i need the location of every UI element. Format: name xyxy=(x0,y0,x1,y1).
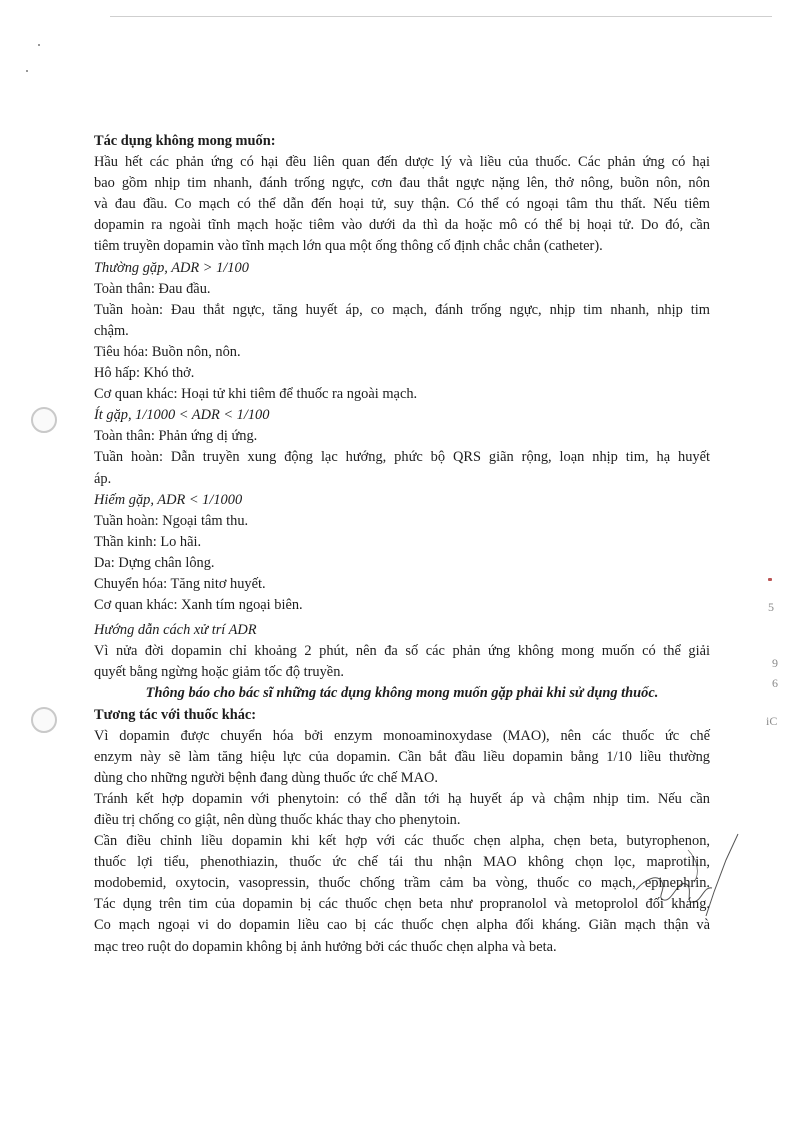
interactions-heading: Tương tác với thuốc khác: xyxy=(94,706,257,723)
scan-speck xyxy=(768,578,772,581)
punch-hole xyxy=(31,707,57,733)
effect-item: Chuyển hóa: Tăng nitơ huyết. xyxy=(94,575,266,592)
body-line: Vì dopamin được chuyển hóa bởi enzym monoaminoxydase (MAO), nên các thuốc ức chế xyxy=(94,727,710,744)
punch-hole xyxy=(31,407,57,433)
effect-item: Toàn thân: Phản ứng dị ứng. xyxy=(94,428,258,445)
frequency-label-rare: Hiếm gặp, ADR < 1/1000 xyxy=(94,491,243,508)
body-line: Tác dụng trên tim của dopamin bị các thuốc chẹn beta như propranolol và metoprolol đối kháng. xyxy=(94,896,710,913)
effect-item: chậm. xyxy=(94,322,129,339)
body-line: dopamin ra ngoài tĩnh mạch hoặc tiêm vào dưới da thì da hoặc mô có thể bị hoại tử. Do đó, cần xyxy=(94,217,710,234)
frequency-label-uncommon: Ít gặp, 1/1000 < ADR < 1/100 xyxy=(94,407,270,424)
management-label: Hướng dẫn cách xử trí ADR xyxy=(94,622,257,639)
effect-item: Da: Dựng chân lông. xyxy=(94,554,215,571)
margin-mark: 5 xyxy=(768,600,774,614)
effect-item: Tuần hoàn: Đau thắt ngực, tăng huyết áp, co mạch, đánh trống ngực, nhịp tim nhanh, nhịp tim xyxy=(94,301,710,318)
body-line: dùng cho những người bệnh đang dùng thuốc ức chế MAO. xyxy=(94,769,438,786)
body-line: tiêm truyền dopamin vào tĩnh mạch lớn qua một ống thông cố định chắc chắn (catheter). xyxy=(94,238,603,255)
adverse-effects-heading: Tác dụng không mong muốn: xyxy=(94,133,276,149)
body-line: modobemid, oxytocin, vasopressin, thuốc chống trầm cảm ba vòng, thuốc co mạch, epinephrin. xyxy=(94,875,710,892)
effect-item: Toàn thân: Đau đầu. xyxy=(94,280,211,297)
body-line: Cần điều chỉnh liều dopamin khi kết hợp với các thuốc chẹn alpha, chẹn beta, butyrophenon, xyxy=(94,833,710,850)
doctor-notice: Thông báo cho bác sĩ những tác dụng không mong muốn gặp phải khi sử dụng thuốc. xyxy=(145,685,659,702)
body-line: enzym này sẽ làm tăng hiệu lực của dopamin. Cần bắt đầu liều dopamin bằng 1/10 liều thường xyxy=(94,748,710,765)
document-body xyxy=(94,131,710,958)
scan-top-edge xyxy=(110,16,772,17)
effect-item: Hô hấp: Khó thở. xyxy=(94,365,195,382)
scan-speck xyxy=(26,70,28,72)
body-line: Tránh kết hợp dopamin với phenytoin: có thể dẫn tới hạ huyết áp và chậm nhịp tim. Nếu cần xyxy=(94,790,710,807)
body-line: điều trị chống co giật, nên dùng thuốc khác thay cho phenytoin. xyxy=(94,812,461,828)
body-line: quyết bằng ngừng hoặc giảm tốc độ truyền. xyxy=(94,664,344,681)
scan-speck xyxy=(38,44,40,46)
body-line: Hầu hết các phản ứng có hại đều liên quan đến dược lý và liều của thuốc. Các phản ứng có hại xyxy=(94,154,710,171)
effect-item: Thần kinh: Lo hãi. xyxy=(94,533,202,550)
margin-mark: iC xyxy=(766,714,778,728)
body-line: Co mạch ngoại vi do dopamin liều cao bị các thuốc chẹn alpha đối kháng. Giãn mạch thận và xyxy=(94,917,710,934)
effect-item: Tuần hoàn: Ngoại tâm thu. xyxy=(94,512,249,529)
body-line: mạc treo ruột do dopamin không bị ảnh hưởng bởi các thuốc chẹn alpha và beta. xyxy=(94,938,557,955)
body-line: bao gồm nhịp tim nhanh, đánh trống ngực, cơn đau thắt ngực nặng lên, thở nông, buồn nôn, nôn xyxy=(94,175,710,192)
body-line: Vì nửa đời dopamin chỉ khoảng 2 phút, nên đa số các phản ứng không mong muốn có thể giải xyxy=(94,643,710,660)
effect-item: Cơ quan khác: Xanh tím ngoại biên. xyxy=(94,597,303,614)
frequency-label-common: Thường gặp, ADR > 1/100 xyxy=(94,259,249,276)
margin-mark: 9 xyxy=(772,656,778,670)
effect-item: Tiêu hóa: Buồn nôn, nôn. xyxy=(94,343,241,360)
effect-item: áp. xyxy=(94,470,112,487)
body-line: thuốc lợi tiểu, phenothiazin, thuốc ức chế tái thu nhận MAO không chọn lọc, maprotilin, xyxy=(94,854,710,871)
effect-item: Cơ quan khác: Hoại tử khi tiêm để thuốc ra ngoài mạch. xyxy=(94,386,418,403)
effect-item: Tuần hoàn: Dẫn truyền xung động lạc hướng, phức bộ QRS giãn rộng, loạn nhịp tim, hạ huyết xyxy=(94,449,710,466)
body-line: và đau đầu. Co mạch có thể dẫn đến hoại tử, suy thận. Có thể có ngoại tâm thu thất. Nếu tiêm xyxy=(94,196,710,213)
margin-mark: 6 xyxy=(772,676,778,690)
